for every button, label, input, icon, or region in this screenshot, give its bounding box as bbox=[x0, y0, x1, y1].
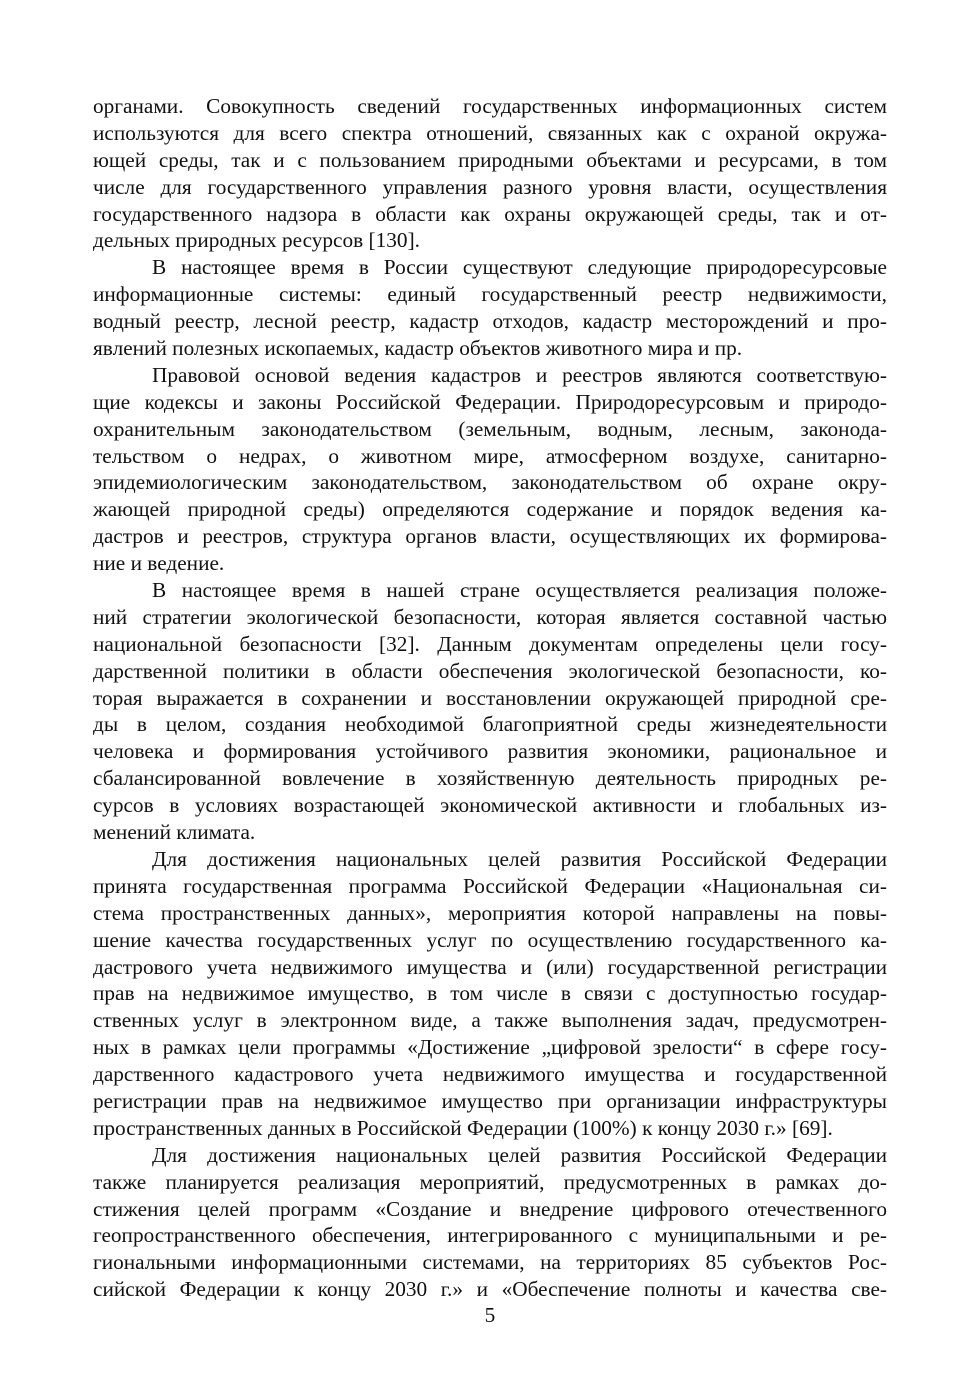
paragraph bbox=[93, 577, 887, 846]
body-text bbox=[93, 93, 887, 1303]
text-line: прав на недвижимое имущество, в том числе в связи с доступностью государ- bbox=[93, 981, 887, 1006]
text-line: ние и ведение. bbox=[93, 551, 225, 576]
text-line: жающей природной среды) определяются содержание и порядок ведения ка- bbox=[93, 497, 887, 522]
text-line: также планируется реализация мероприятий, предусмотренных в рамках до- bbox=[93, 1169, 887, 1194]
text-line: человека и формирования устойчивого развития экономики, рациональное и bbox=[93, 739, 887, 764]
text-line: числе для государственного управления разного уровня власти, осуществления bbox=[93, 174, 887, 199]
text-line: Правовой основой ведения кадастров и реестров являются соответствую- bbox=[152, 362, 887, 387]
text-line: менений климата. bbox=[93, 820, 256, 845]
text-line: щие кодексы и законы Российской Федерации. Природоресурсовым и природо- bbox=[93, 389, 887, 414]
text-line: ющей среды, так и с пользованием природными объектами и ресурсами, в том bbox=[93, 147, 887, 172]
text-line: сбалансированной вовлечение в хозяйственную деятельность природных ре- bbox=[93, 766, 887, 791]
text-line: дарственного кадастрового учета недвижимого имущества и государственной bbox=[93, 1062, 887, 1087]
text-line: явлений полезных ископаемых, кадастр объектов животного мира и пр. bbox=[93, 336, 743, 361]
paragraph bbox=[93, 254, 887, 362]
text-line: Для достижения национальных целей развития Российской Федерации bbox=[152, 1142, 887, 1167]
page-number: 5 bbox=[484, 1303, 496, 1327]
text-line: торая выражается в сохранении и восстановлении окружающей природной сре- bbox=[93, 685, 887, 710]
text-line: гиональными информационными системами, на территориях 85 субъектов Рос- bbox=[93, 1250, 887, 1275]
text-line: дарственной политики в области обеспечения экологической безопасности, ко- bbox=[93, 658, 887, 683]
text-line: органами. Совокупность сведений государственных информационных систем bbox=[93, 94, 887, 118]
text-line: государственного надзора в области как охраны окружающей среды, так и от- bbox=[93, 201, 887, 226]
text-line: В настоящее время в нашей стране осуществляется реализация положе- bbox=[152, 578, 887, 603]
text-line: принята государственная программа Российской Федерации «Национальная си- bbox=[93, 873, 887, 898]
paragraph bbox=[93, 1142, 887, 1303]
text-line: сурсов в условиях возрастающей экономической активности и глобальных из- bbox=[93, 793, 887, 818]
text-line: шение качества государственных услуг по осуществлению государственного ка- bbox=[93, 927, 887, 952]
text-line: дастров и реестров, структура органов власти, осуществляющих их формирова- bbox=[93, 524, 887, 549]
text-line: ний стратегии экологической безопасности, которая является составной частью bbox=[93, 604, 887, 629]
text-line: дастрового учета недвижимого имущества и (или) государственной регистрации bbox=[93, 954, 887, 979]
text-line: стема пространственных данных», мероприятия которой направлены на повы- bbox=[93, 900, 887, 925]
text-line: ственных услуг в электронном виде, а также выполнения задач, предусмотрен- bbox=[93, 1008, 887, 1033]
text-line: сийской Федерации к концу 2030 г.» и «Обеспечение полноты и качества све- bbox=[93, 1277, 887, 1302]
text-line: пространственных данных в Российской Федерации (100%) к концу 2030 г.» [69]. bbox=[93, 1115, 833, 1140]
text-line: ды в целом, создания необходимой благоприятной среды жизнедеятельности bbox=[93, 712, 887, 737]
text-line: дельных природных ресурсов [130]. bbox=[93, 228, 420, 253]
text-line: используются для всего спектра отношений, связанных как с охраной окружа- bbox=[93, 120, 887, 145]
text-line: В настоящее время в России существуют следующие природоресурсовые bbox=[152, 255, 887, 280]
text-line: геопространственного обеспечения, интегрированного с муниципальными и ре- bbox=[93, 1223, 887, 1248]
text-line: Для достижения национальных целей развития Российской Федерации bbox=[152, 846, 887, 871]
paragraph bbox=[93, 362, 887, 577]
text-line: водный реестр, лесной реестр, кадастр отходов, кадастр месторождений и про- bbox=[93, 309, 887, 334]
text-line: эпидемиологическим законодательством, законодательством об охране окру- bbox=[93, 470, 887, 495]
text-line: охранительным законодательством (земельным, водным, лесным, законода- bbox=[93, 416, 887, 441]
text-line: информационные системы: единый государственный реестр недвижимости, bbox=[93, 282, 887, 307]
paragraph bbox=[93, 93, 887, 254]
text-line: национальной безопасности [32]. Данным документам определены цели госу- bbox=[93, 631, 887, 656]
text-line: ных в рамках цели программы «Достижение „цифровой зрелости“ в сфере госу- bbox=[93, 1035, 887, 1060]
text-line: регистрации прав на недвижимое имущество при организации инфраструктуры bbox=[93, 1088, 887, 1113]
paragraph bbox=[93, 846, 887, 1142]
text-line: стижения целей программ «Создание и внедрение цифрового отечественного bbox=[93, 1196, 887, 1221]
text-line: тельством о недрах, о животном мире, атмосферном воздухе, санитарно- bbox=[93, 443, 887, 468]
